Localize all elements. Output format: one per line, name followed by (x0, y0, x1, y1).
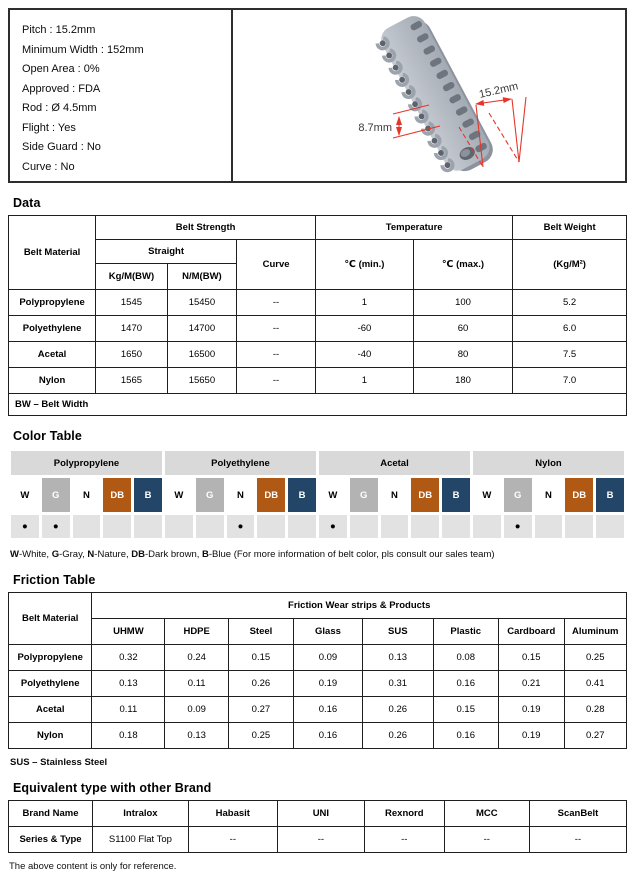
data-value-cell: -- (237, 368, 316, 394)
data-table-row (9, 342, 627, 368)
color-legend (10, 549, 627, 560)
brand-column-header: MCC (444, 801, 529, 827)
col-header-belt-strength: Belt Strength (96, 216, 316, 240)
data-value-cell: 180 (413, 368, 512, 394)
friction-section-title: Friction Table (13, 573, 96, 587)
color-legend-text: -White, (18, 549, 52, 560)
friction-value-cell: 0.25 (564, 645, 627, 671)
data-value-cell: 7.5 (513, 342, 627, 368)
spec-line: Rod : Ø 4.5mm (22, 102, 97, 114)
product-image-cell (232, 9, 626, 182)
brand-column-header: Habasit (188, 801, 277, 827)
friction-value-cell: 0.13 (363, 645, 433, 671)
color-availability-cell: ● (42, 515, 70, 538)
color-code-cell: N (381, 478, 409, 512)
belt-material-cell: Acetal (9, 697, 92, 723)
data-value-cell: 14700 (167, 316, 236, 342)
color-availability-cell (442, 515, 470, 538)
friction-value-cell: 0.24 (165, 645, 229, 671)
belt-material-cell: Polyethylene (9, 671, 92, 697)
color-table-availability-row (11, 515, 624, 538)
data-value-cell: 7.0 (513, 368, 627, 394)
data-table-row (9, 290, 627, 316)
color-legend-text: DB (131, 549, 145, 560)
color-availability-cell: ● (504, 515, 532, 538)
color-availability-cell (165, 515, 193, 538)
col-header-c-max: ℃ (max.) (413, 240, 512, 290)
color-availability-cell: ● (319, 515, 347, 538)
data-value-cell: -- (237, 290, 316, 316)
data-value-cell: 6.0 (513, 316, 627, 342)
friction-value-cell: 0.26 (363, 723, 433, 749)
color-table (8, 448, 627, 541)
friction-value-cell: 0.26 (228, 671, 293, 697)
data-value-cell: 100 (413, 290, 512, 316)
data-table-row (9, 316, 627, 342)
color-code-cell: G (42, 478, 70, 512)
color-availability-cell (134, 515, 162, 538)
data-value-cell: 16500 (167, 342, 236, 368)
data-value-cell: 1650 (96, 342, 168, 368)
equivalent-value-row (9, 827, 627, 853)
friction-value-cell: 0.16 (433, 671, 499, 697)
data-value-cell: 80 (413, 342, 512, 368)
spec-overview-box (8, 8, 627, 183)
friction-group-header: Friction Wear strips & Products (92, 593, 627, 619)
friction-value-cell: 0.19 (499, 697, 565, 723)
data-table-row (9, 368, 627, 394)
color-availability-cell (196, 515, 224, 538)
data-value-cell: 1470 (96, 316, 168, 342)
color-availability-cell (473, 515, 501, 538)
belt-material-cell: Polyethylene (9, 316, 96, 342)
friction-value-cell: 0.13 (165, 723, 229, 749)
equivalent-section-title: Equivalent type with other Brand (13, 781, 212, 795)
color-code-cell: N (73, 478, 101, 512)
color-legend-text: B (202, 549, 209, 560)
data-value-cell: -40 (316, 342, 414, 368)
friction-value-cell: 0.25 (228, 723, 293, 749)
friction-value-cell: 0.26 (363, 697, 433, 723)
data-value-cell: -- (237, 342, 316, 368)
friction-value-cell: 0.15 (228, 645, 293, 671)
col-header-kg-m2: (Kg/M²) (513, 240, 627, 290)
friction-column-header: UHMW (92, 619, 165, 645)
data-value-cell: -60 (316, 316, 414, 342)
col-header-kg-m-bw: Kg/M(BW) (96, 264, 168, 290)
series-type-label: Series & Type (9, 827, 93, 853)
data-value-cell: 15650 (167, 368, 236, 394)
col-header-c-min: ℃ (min.) (316, 240, 414, 290)
friction-table-row (9, 645, 627, 671)
data-section-title: Data (13, 196, 41, 210)
color-code-cell: W (11, 478, 39, 512)
data-table (8, 215, 627, 416)
friction-value-cell: 0.41 (564, 671, 627, 697)
color-availability-cell (288, 515, 316, 538)
data-value-cell: 1 (316, 290, 414, 316)
friction-column-header: Aluminum (564, 619, 627, 645)
series-type-value: -- (188, 827, 277, 853)
color-legend-text: W (10, 549, 19, 560)
series-type-value: -- (529, 827, 626, 853)
color-code-cell: DB (565, 478, 593, 512)
col-header-curve: Curve (237, 240, 316, 290)
data-value-cell: 15450 (167, 290, 236, 316)
color-code-cell: N (227, 478, 255, 512)
color-availability-cell (381, 515, 409, 538)
spec-line: Approved : FDA (22, 82, 101, 95)
data-value-cell: 1545 (96, 290, 168, 316)
belt-material-cell: Polypropylene (9, 290, 96, 316)
color-availability-cell: ● (227, 515, 255, 538)
col-header-n-m-bw: N/M(BW) (167, 264, 236, 290)
color-availability-cell (73, 515, 101, 538)
color-code-cell: DB (103, 478, 131, 512)
data-value-cell: 1 (316, 368, 414, 394)
friction-value-cell: 0.16 (293, 697, 362, 723)
friction-value-cell: 0.11 (165, 671, 229, 697)
spec-list (9, 9, 232, 182)
color-availability-cell (350, 515, 378, 538)
spec-line: Flight : Yes (22, 121, 76, 134)
friction-value-cell: 0.19 (499, 723, 565, 749)
friction-value-cell: 0.09 (293, 645, 362, 671)
friction-value-cell: 0.18 (92, 723, 165, 749)
spec-line: Pitch : 15.2mm (22, 24, 96, 36)
color-table-section-title: Color Table (13, 429, 82, 443)
color-table-material-header: Polypropylene (11, 451, 162, 475)
color-legend-text: -Dark brown, (145, 549, 203, 560)
color-code-cell: G (504, 478, 532, 512)
friction-value-cell: 0.15 (499, 645, 565, 671)
friction-column-header: Steel (228, 619, 293, 645)
color-table-code-row (11, 478, 624, 512)
friction-value-cell: 0.15 (433, 697, 499, 723)
belt-module-3d-image (233, 10, 625, 173)
friction-col-header-belt-material: Belt Material (9, 593, 92, 645)
friction-value-cell: 0.31 (363, 671, 433, 697)
color-code-cell: B (288, 478, 316, 512)
col-header-belt-weight: Belt Weight (513, 216, 627, 240)
color-legend-text: -Blue (For more information of belt color, pls consult our sales team) (208, 549, 495, 560)
data-value-cell: -- (237, 316, 316, 342)
friction-value-cell: 0.11 (92, 697, 165, 723)
color-table-material-row (11, 451, 624, 475)
data-value-cell: 60 (413, 316, 512, 342)
brand-column-header: Rexnord (364, 801, 444, 827)
spec-line: Minimum Width : 152mm (22, 43, 144, 56)
friction-value-cell: 0.19 (293, 671, 362, 697)
series-type-value: -- (277, 827, 364, 853)
brand-column-header: Brand Name (9, 801, 93, 827)
color-code-cell: B (134, 478, 162, 512)
brand-column-header: UNI (277, 801, 364, 827)
series-type-value: -- (444, 827, 529, 853)
friction-value-cell: 0.08 (433, 645, 499, 671)
data-value-cell: 5.2 (513, 290, 627, 316)
friction-column-header: Cardboard (499, 619, 565, 645)
data-table-footnote: BW – Belt Width (9, 394, 627, 416)
belt-material-cell: Polypropylene (9, 645, 92, 671)
friction-column-header: Plastic (433, 619, 499, 645)
friction-columns-row (9, 619, 627, 645)
belt-material-cell: Nylon (9, 723, 92, 749)
series-type-value: S1100 Flat Top (93, 827, 189, 853)
dim-label-pitch: 15.2mm (477, 80, 520, 101)
color-code-cell: DB (257, 478, 285, 512)
spec-line: Curve : No (22, 160, 75, 173)
friction-value-cell: 0.13 (92, 671, 165, 697)
friction-footnote: SUS – Stainless Steel (10, 757, 108, 768)
series-type-value: -- (364, 827, 444, 853)
color-table-material-header: Nylon (473, 451, 624, 475)
color-code-cell: W (473, 478, 501, 512)
color-availability-cell (565, 515, 593, 538)
color-availability-cell (535, 515, 563, 538)
color-availability-cell (103, 515, 131, 538)
friction-table (8, 592, 627, 749)
friction-value-cell: 0.28 (564, 697, 627, 723)
color-code-cell: W (165, 478, 193, 512)
equivalent-header-row (9, 801, 627, 827)
dim-label-height: 8.7mm (358, 122, 392, 134)
color-legend-text: G (51, 549, 60, 560)
footer-note: The above content is only for reference. (9, 861, 177, 872)
friction-value-cell: 0.27 (228, 697, 293, 723)
color-code-cell: B (596, 478, 624, 512)
friction-value-cell: 0.32 (92, 645, 165, 671)
friction-value-cell: 0.27 (564, 723, 627, 749)
spec-line: Side Guard : No (22, 141, 101, 153)
color-code-cell: W (319, 478, 347, 512)
col-header-temperature: Temperature (316, 216, 513, 240)
friction-table-row (9, 723, 627, 749)
color-availability-cell (596, 515, 624, 538)
color-legend-text: -Gray, (59, 549, 88, 560)
spec-line: Open Area : 0% (22, 63, 100, 75)
friction-value-cell: 0.16 (293, 723, 362, 749)
equivalent-table (8, 800, 627, 853)
friction-column-header: SUS (363, 619, 433, 645)
color-code-cell: DB (411, 478, 439, 512)
color-availability-cell: ● (11, 515, 39, 538)
col-header-straight: Straight (96, 240, 237, 264)
data-value-cell: 1565 (96, 368, 168, 394)
color-code-cell: N (535, 478, 563, 512)
color-legend-text: -Nature, (94, 549, 132, 560)
friction-table-row (9, 697, 627, 723)
friction-value-cell: 0.21 (499, 671, 565, 697)
friction-value-cell: 0.16 (433, 723, 499, 749)
color-code-cell: B (442, 478, 470, 512)
friction-column-header: Glass (293, 619, 362, 645)
color-legend-text: N (87, 549, 95, 560)
color-availability-cell (257, 515, 285, 538)
color-code-cell: G (350, 478, 378, 512)
brand-column-header: Intralox (93, 801, 189, 827)
brand-column-header: ScanBelt (529, 801, 626, 827)
color-table-material-header: Acetal (319, 451, 470, 475)
friction-column-header: HDPE (165, 619, 229, 645)
belt-material-cell: Nylon (9, 368, 96, 394)
friction-table-row (9, 671, 627, 697)
color-table-material-header: Polyethylene (165, 451, 316, 475)
col-header-belt-material: Belt Material (9, 216, 96, 290)
color-code-cell: G (196, 478, 224, 512)
friction-value-cell: 0.09 (165, 697, 229, 723)
color-availability-cell (411, 515, 439, 538)
belt-material-cell: Acetal (9, 342, 96, 368)
